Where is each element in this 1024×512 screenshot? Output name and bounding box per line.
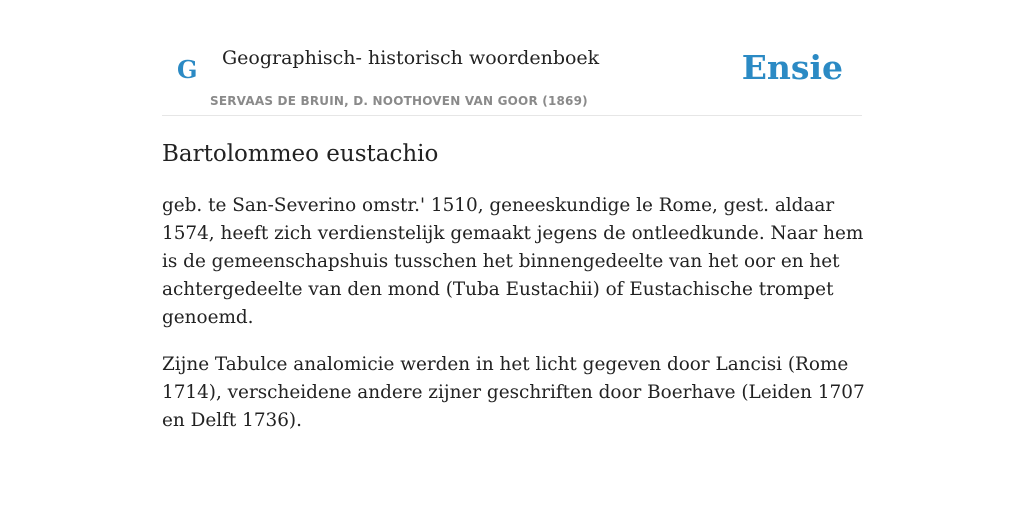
- book-header: [162, 40, 862, 116]
- entry-body: [162, 192, 867, 454]
- entry-paragraph: Zijne Tabulce analomicie werden in het licht gegeven door Lancisi (Rome 1714), verscheidene andere zijner geschriften door Boerhave (Leiden 1707 en Delft 1736).: [162, 354, 865, 431]
- book-author: SERVAAS DE BRUIN, D. NOOTHOVEN VAN GOOR (1869): [210, 94, 588, 108]
- entry-paragraph: geb. te San-Severino omstr.' 1510, geneeskundige le Rome, gest. aldaar 1574, heeft zich verdienstelijk gemaakt jegens de ontleedkunde. Naar hem is de gemeenschapshuis tusschen het binnengedeelte van het oor en het achtergedeelte van den mond (Tuba Eustachii) of Eustachische trompet genoemd.: [162, 195, 864, 328]
- book-letter-icon[interactable]: G: [177, 55, 198, 84]
- ensie-logo-link[interactable]: Ensie: [741, 48, 843, 87]
- entry-title: Bartolommeo eustachio: [162, 141, 439, 167]
- book-title-link[interactable]: Geographisch- historisch woordenboek: [222, 47, 600, 69]
